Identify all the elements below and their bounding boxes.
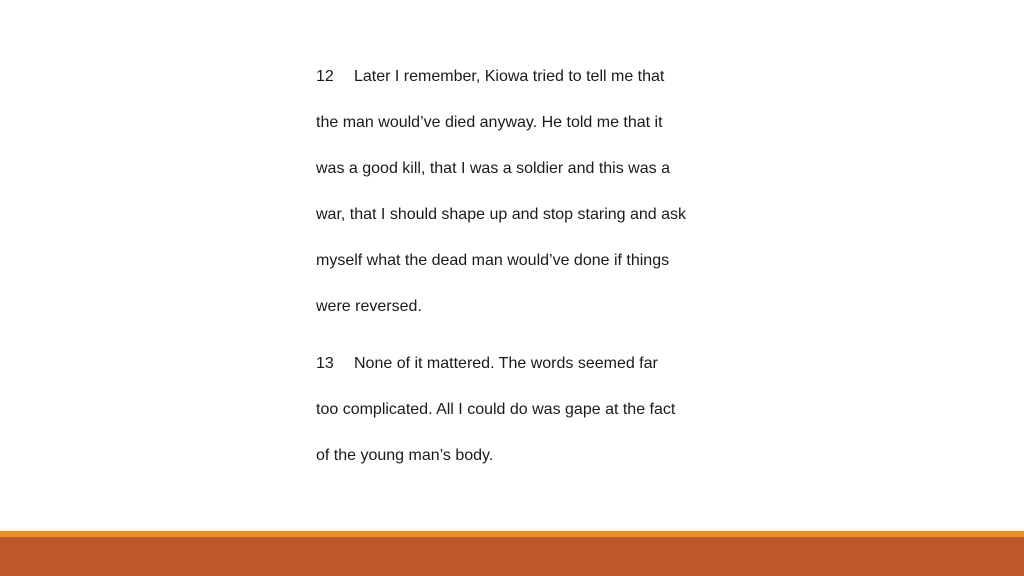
line-text: None of it mattered. The words seemed far (354, 355, 658, 372)
paragraph-line (316, 354, 658, 374)
paragraph-line (316, 67, 664, 87)
line-text: too complicated. All I could do was gape at the fact (316, 401, 676, 418)
paragraph-number: 12 (316, 68, 334, 85)
paragraph-line (316, 446, 493, 466)
footer-bar (0, 537, 1024, 576)
line-text: Later I remember, Kiowa tried to tell me that (354, 68, 665, 85)
paragraph-line (316, 159, 670, 179)
line-text: war, that I should shape up and stop staring and ask (316, 206, 687, 223)
line-text: myself what the dead man would’ve done if things (316, 252, 670, 269)
line-text: was a good kill, that I was a soldier and this was a (316, 160, 670, 177)
line-text: of the young man’s body. (316, 447, 494, 464)
paragraph-line (316, 400, 675, 420)
line-text: were reversed. (316, 298, 422, 315)
paragraph-line (316, 251, 669, 271)
paragraph-line (316, 113, 663, 133)
paragraph-number: 13 (316, 355, 334, 372)
paragraph-line (316, 205, 686, 225)
paragraph-line (316, 297, 422, 317)
line-text: the man would’ve died anyway. He told me that it (316, 114, 663, 131)
